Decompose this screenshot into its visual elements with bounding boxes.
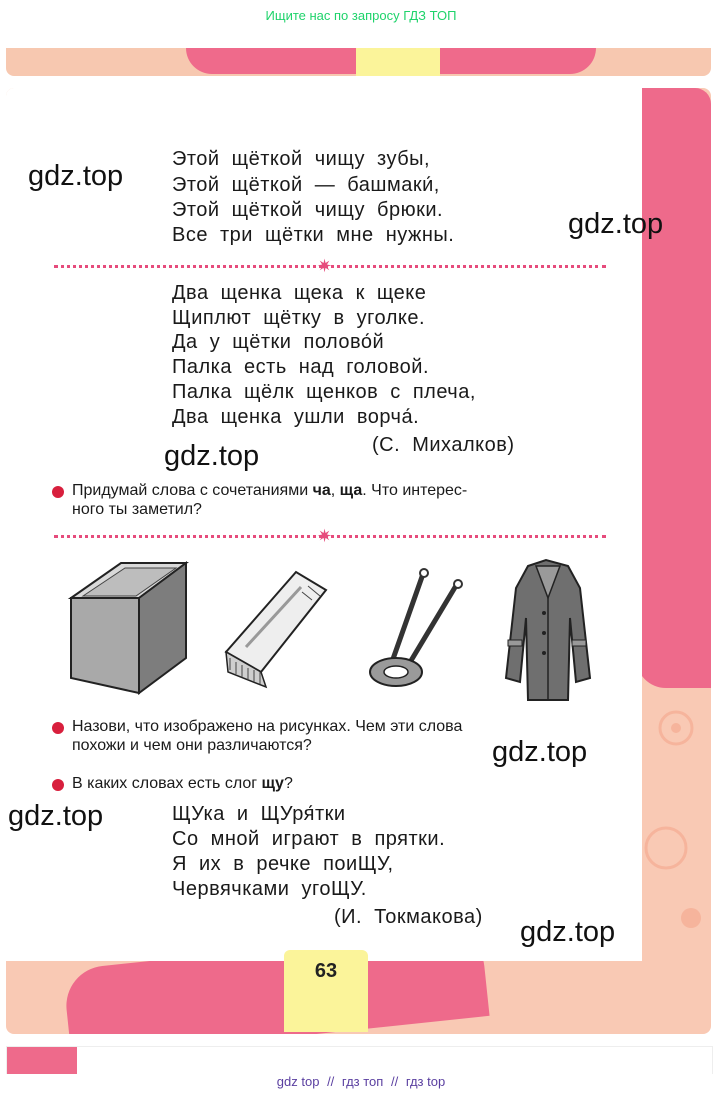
star-ornament-icon: ✷ [317,526,333,546]
task1-text: Придумай слова с сочетаниями ча, ща. Что интерес- ного ты заметил? [72,482,468,518]
ad-text[interactable]: Ищите нас по запросу ГДЗ ТОП [265,8,457,23]
box-image [61,558,191,698]
watermark: gdz.top [492,736,588,768]
footer-link[interactable]: гдз топ [341,1074,384,1089]
watermark: gdz.top [164,440,260,472]
footer-separator: // [390,1074,399,1089]
top-ad-bar [0,0,722,48]
poem1-line: Этой щёткой — башмаки́, [172,174,440,196]
task-bullet [52,486,64,498]
watermark: gdz.top [28,160,124,192]
poem2-line: Щиплют щётку в уголке. [172,307,426,329]
page-number: 63 [314,960,338,982]
task3-text: В каких словах есть слог щу? [72,775,293,792]
poem2-line: Палка щёлк щенков с плеча, [172,381,476,403]
footer-link[interactable]: гдз top [405,1074,446,1089]
poem2-line: Два щенка щека к щеке [172,282,427,304]
footer-separator: // [327,1074,335,1089]
brush-image [216,562,336,692]
poem3-line: Я их в речке поиЩУ, [172,853,394,875]
task-bullet [52,779,64,791]
poem2-author: (С. Михалков) [372,434,515,456]
poem3-line: Червячками угоЩУ. [172,878,367,900]
poem1-line: Этой щёткой чищу брюки. [172,199,444,221]
watermark: gdz.top [568,208,664,240]
poem2-line: Два щенка ушли ворча́. [172,406,420,428]
task2-text: Назови, что изображено на рисунках. Чем эти слова похожи и чем они различаются? [72,718,463,754]
decor-pink-strip [636,88,711,688]
poem1-line: Этой щёткой чищу зубы, [172,148,431,170]
poem3-line: ЩУка и ЩУря́тки [172,803,346,825]
coat-image [498,558,598,703]
decor-yellow-tab [356,48,440,76]
poem3-line: Со мной играют в прятки. [172,828,446,850]
watermark: gdz.top [520,916,616,948]
tongs-image [361,564,471,694]
star-ornament-icon: ✷ [317,256,333,276]
task-bullet [52,722,64,734]
poem3-author: (И. Токмакова) [334,906,483,928]
watermark: gdz.top [8,800,104,832]
poem1-line: Все три щётки мне нужны. [172,224,455,246]
footer-links [0,1074,722,1098]
footer-link[interactable]: gdz top [276,1074,320,1089]
decor-flower-pattern [636,648,711,968]
poem2-line: Да у щётки полово́й [172,331,385,353]
poem2-line: Палка есть над головой. [172,356,429,378]
previous-page-edge [6,48,711,76]
textbook-page [6,88,711,1034]
